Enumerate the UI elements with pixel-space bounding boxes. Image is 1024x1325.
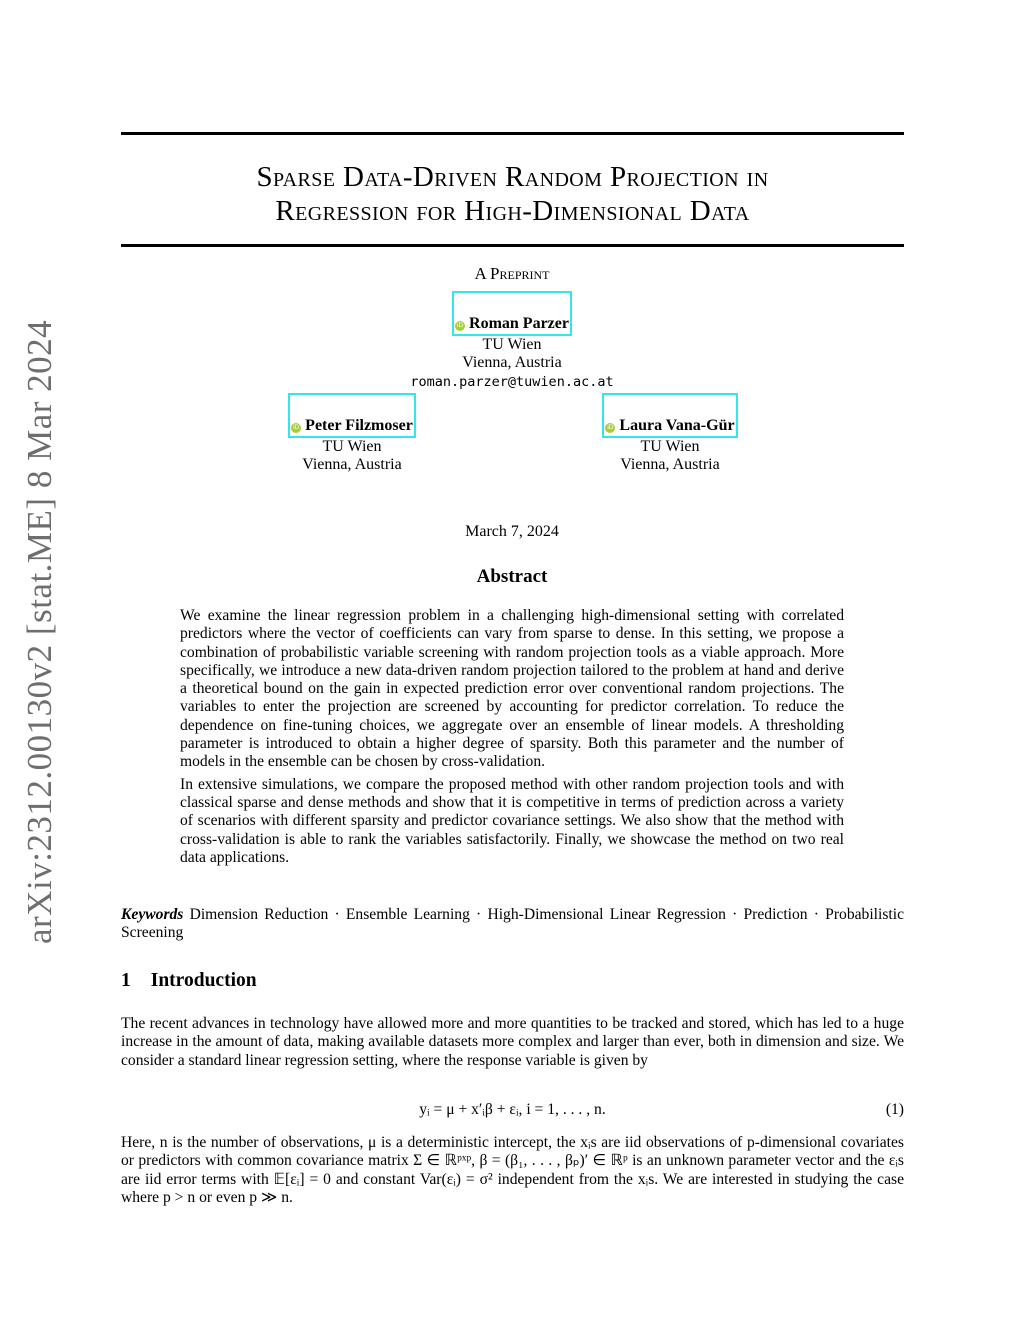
paper-title <box>121 160 904 228</box>
author-affiliation-2: TU Wien <box>322 437 382 455</box>
author-name-3: Laura Vana-Gür <box>619 417 735 434</box>
author-link-box-2[interactable] <box>288 393 416 438</box>
author-affiliation-1: TU Wien <box>482 335 542 353</box>
abstract-heading: Abstract <box>476 566 548 587</box>
author-block-1 <box>362 291 662 391</box>
author-link-box-3[interactable] <box>602 393 737 438</box>
section-number: 1 <box>121 970 131 991</box>
preprint-label: A Preprint <box>474 264 550 283</box>
abstract-paragraph-2: In extensive simulations, we compare the proposed method with other random projection tools and with classical sparse and dense methods and show that it is competitive in terms of prediction across a variety of scenarios with different sparsity and predictor covariance settings. We also show that the method with cross-validation is able to rank the variables satisfactorily. Finally, we showcase the method on two real data applications. <box>180 775 844 866</box>
equation-body: yᵢ = μ + x′ᵢβ + εᵢ, i = 1, . . . , n. <box>419 1101 606 1118</box>
section-heading <box>121 970 257 992</box>
author-email-1[interactable]: roman.parzer@tuwien.ac.at <box>410 373 614 390</box>
orcid-icon[interactable]: iD <box>456 322 464 329</box>
orcid-icon[interactable]: iD <box>293 424 300 431</box>
author-block-3 <box>520 393 820 475</box>
arxiv-sidebar-stamp: arXiv:2312.00130v2 [stat.ME] 8 Mar 2024 <box>20 319 59 944</box>
keywords-label: Keywords <box>121 906 184 923</box>
author-name-1: Roman Parzer <box>469 315 569 332</box>
intro-paragraph-2: Here, n is the number of observations, μ is a deterministic intercept, the xᵢs are iid observations of p-dimensional covariates or predictors with common covariance matrix Σ ∈ ℝᵖˣᵖ, β = (β₁, . . . , βₚ)′ ∈ ℝᵖ is an unknown parameter vector and the εᵢs are iid error terms with 𝔼[εᵢ] = 0 and constant Var(εᵢ) = σ² independent from the xᵢs. We are interested in studying the case where p > n or even p ≫ n. <box>121 1134 904 1206</box>
keywords-text: Dimension Reduction · Ensemble Learning · High-Dimensional Linear Regression · Prediction · Probabilistic Screening <box>121 906 904 942</box>
author-location-2: Vienna, Austria <box>302 456 402 473</box>
abstract-body <box>180 607 844 871</box>
intro-paragraph-1: The recent advances in technology have allowed more and more quantities to be tracked and stored, which has led to a huge increase in the amount of data, making available datasets more complex and larger than ever, both in dimension and size. We consider a standard linear regression setting, where the response variable is given by <box>121 1015 904 1069</box>
author-affiliation-3: TU Wien <box>640 437 700 455</box>
author-location-3: Vienna, Austria <box>620 456 720 473</box>
title-rule-bottom <box>121 244 904 247</box>
author-link-box-1[interactable] <box>452 291 572 336</box>
keywords <box>121 906 904 943</box>
author-name-2: Peter Filzmoser <box>305 417 413 434</box>
section-title: Introduction <box>150 970 257 991</box>
title-rule-top <box>121 132 904 135</box>
paper-date: March 7, 2024 <box>465 523 559 540</box>
title-line-1: Sparse Data-Driven Random Projection in <box>256 161 769 193</box>
title-line-2: Regression for High-Dimensional Data <box>275 195 750 227</box>
equation-number: (1) <box>885 1101 904 1118</box>
orcid-icon[interactable]: iD <box>607 424 614 431</box>
author-block-2 <box>202 393 502 475</box>
abstract-paragraph-1: We examine the linear regression problem in a challenging high-dimensional setting with correlated predictors where the vector of coefficients can vary from sparse to dense. In this setting, we propose a combination of probabilistic variable screening with random projection tools as a viable approach. More specifically, we introduce a new data-driven random projection tailored to the problem at hand and derive a theoretical bound on the gain in expected prediction error over conventional random projections. The variables to enter the projection are screened by accounting for predictor correlation. To reduce the dependence on fine-tuning choices, we aggregate over an ensemble of linear models. A thresholding parameter is introduced to obtain a higher degree of sparsity. Both this parameter and the number of models in the ensemble can be chosen by cross-validation. <box>180 607 844 771</box>
author-location-1: Vienna, Austria <box>462 354 562 371</box>
